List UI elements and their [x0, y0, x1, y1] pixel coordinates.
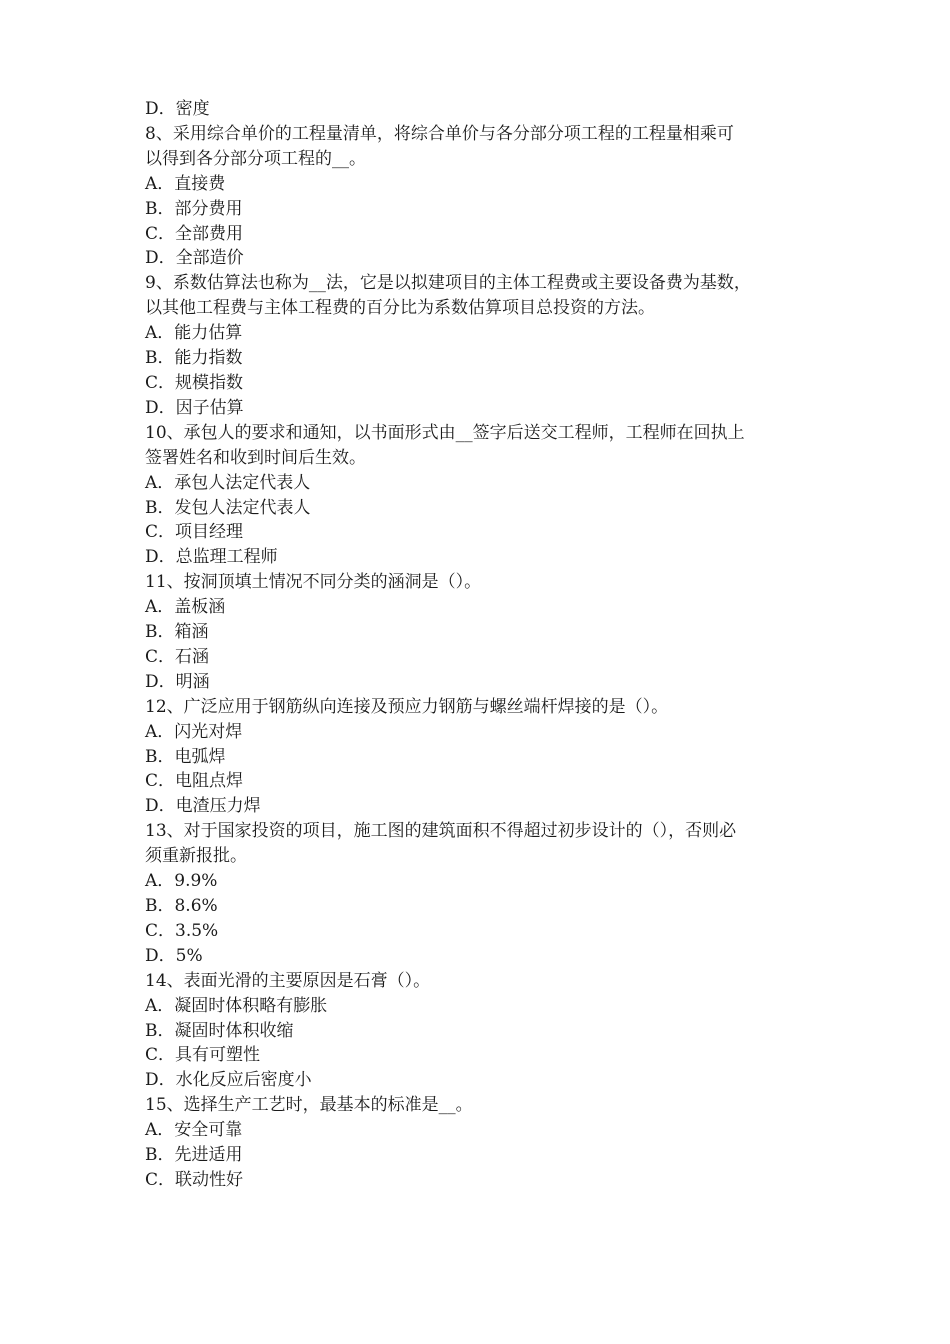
answer-option: C．联动性好	[145, 1169, 244, 1190]
question-stem-line: 13、对于国家投资的项目，施工图的建筑面积不得超过初步设计的（），否则必	[145, 821, 737, 842]
answer-option: B．电弧焊	[145, 746, 226, 767]
answer-option: D．5%	[145, 945, 203, 966]
answer-option: D．水化反应后密度小	[145, 1070, 312, 1091]
answer-option: D．密度	[145, 99, 210, 119]
question-stem-line: 15、选择生产工艺时，最基本的标准是__。	[145, 1095, 473, 1116]
question-stem-line: 须重新报批。	[145, 846, 247, 867]
answer-option: A．盖板涵	[145, 597, 226, 618]
question-stem-line: 14、表面光滑的主要原因是石膏（）。	[145, 970, 431, 991]
question-stem-line: 9、系数估算法也称为__法，它是以拟建项目的主体工程费或主要设备费为基数，	[145, 273, 751, 294]
answer-option: A．安全可靠	[145, 1120, 243, 1141]
answer-option: D．因子估算	[145, 397, 244, 418]
document-page	[145, 97, 810, 1193]
answer-option: B．先进适用	[145, 1145, 243, 1166]
answer-option: C．全部费用	[145, 223, 244, 244]
answer-option: B．能力指数	[145, 348, 243, 369]
question-stem-line: 10、承包人的要求和通知，以书面形式由__签字后送交工程师，工程师在回执上	[145, 422, 745, 443]
answer-option: C．石涵	[145, 646, 210, 667]
answer-option: C．电阻点焊	[145, 771, 244, 792]
answer-option: B．发包人法定代表人	[145, 497, 311, 518]
question-stem-line: 8、采用综合单价的工程量清单，将综合单价与各分部分项工程的工程量相乘可	[145, 123, 734, 144]
answer-option: C．3.5%	[145, 920, 219, 941]
answer-option: D．全部造价	[145, 248, 244, 269]
question-stem-line: 以得到各分部分项工程的__。	[145, 148, 366, 169]
answer-option: D．明涵	[145, 671, 210, 692]
answer-option: B．8.6%	[145, 896, 218, 916]
answer-option: A．承包人法定代表人	[145, 472, 311, 493]
question-stem-line: 11、按洞顶填土情况不同分类的涵洞是（）。	[145, 572, 482, 593]
answer-option: A．闪光对焊	[145, 721, 243, 742]
answer-option: C．规模指数	[145, 372, 244, 393]
answer-option: B．箱涵	[145, 622, 209, 643]
answer-option: D．电渣压力焊	[145, 796, 261, 817]
answer-option: B．凝固时体积收缩	[145, 1020, 294, 1041]
answer-option: D．总监理工程师	[145, 547, 278, 568]
question-stem-line: 以其他工程费与主体工程费的百分比为系数估算项目总投资的方法。	[145, 298, 655, 319]
answer-option: B．部分费用	[145, 198, 243, 219]
answer-option: A．9.9%	[145, 871, 218, 892]
answer-option: C．具有可塑性	[145, 1045, 261, 1066]
question-stem-line: 12、广泛应用于钢筋纵向连接及预应力钢筋与螺丝端杆焊接的是（）。	[145, 696, 669, 717]
answer-option: A．能力估算	[145, 323, 243, 344]
answer-option: C．项目经理	[145, 522, 244, 543]
answer-option: A．凝固时体积略有膨胀	[145, 995, 328, 1016]
question-stem-line: 签署姓名和收到时间后生效。	[145, 447, 366, 468]
answer-option: A．直接费	[145, 173, 226, 194]
